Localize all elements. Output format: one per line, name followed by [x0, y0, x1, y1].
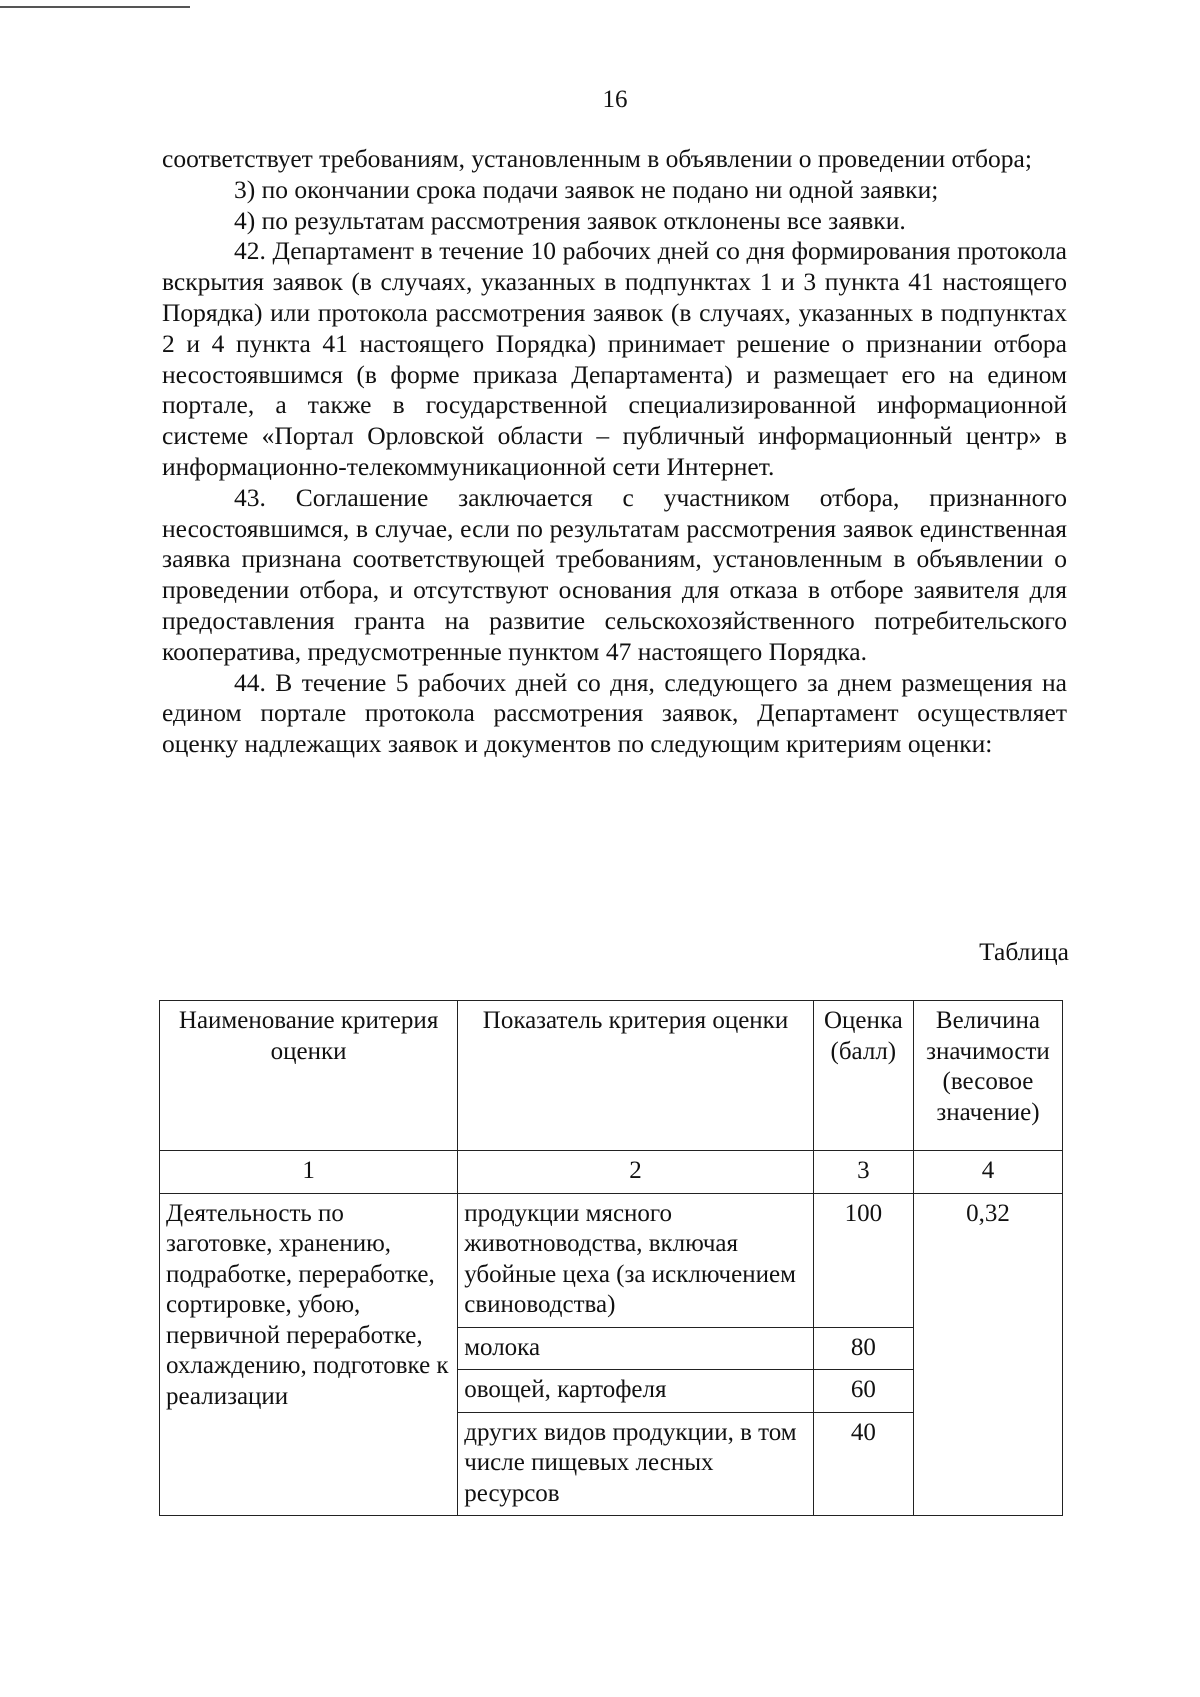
- header-score: Оценка (балл): [813, 1001, 913, 1151]
- column-number: 3: [813, 1151, 913, 1194]
- paragraph-42: 42. Департамент в течение 10 рабочих дней со дня формирования протокола вскрытия заявок (в случаях, указанных в подпунктах 1 и 3 пункта 41 настоящего Порядка) или протокола рассмотрения заявок (в случаях, указанных в подпунктах 2 и 4 пункта 41 настоящего Порядка) принимает решение о признании отбора несостоявшимся (в форме приказа Департамента) и размещает его на едином портале, а также в государственной специализированной информационной системе «Портал Орловской области – публичный информационный центр» в информационно-телекоммуникационной сети Интернет.: [162, 236, 1067, 481]
- header-indicator: Показатель критерия оценки: [458, 1001, 814, 1151]
- paragraph-43: 43. Соглашение заключается с участником отбора, признанного несостоявшимся, в случае, если по результатам рассмотрения заявок единственная заявка признана соответствующей требованиям, установленным в объявлении о проведении отбора, и отсутствуют основания для отказа в отборе заявителя для предоставления гранта на развитие сельскохозяйственного потребительского кооператива, предусмотренные пунктом 47 настоящего Порядка.: [162, 482, 1067, 666]
- score-cell: 60: [813, 1370, 913, 1413]
- top-rule: [0, 6, 190, 8]
- score-cell: 100: [813, 1193, 913, 1327]
- page-number: 16: [602, 86, 628, 113]
- score-cell: 40: [813, 1412, 913, 1516]
- criteria-table: [159, 1000, 1063, 1516]
- column-number: 4: [913, 1151, 1062, 1194]
- column-number: 1: [160, 1151, 458, 1194]
- table-header-row: [160, 1001, 1063, 1151]
- header-weight: Величина значимости (весовое значение): [913, 1001, 1062, 1151]
- criterion-cell: Деятельность по заготовке, хранению, подработке, переработке, сортировке, убою, первичной переработке, охлаждению, подготовке к реализации: [160, 1193, 458, 1516]
- paragraph-subitem-4: 4) по результатам рассмотрения заявок отклонены все заявки.: [234, 205, 906, 235]
- table-row: [160, 1193, 1063, 1327]
- column-number: 2: [458, 1151, 814, 1194]
- indicator-cell: молока: [458, 1327, 814, 1370]
- paragraph-44: 44. В течение 5 рабочих дней со дня, следующего за днем размещения на едином портале протокола рассмотрения заявок, Департамент осуществляет оценку надлежащих заявок и документов по следующим критериям оценки:: [162, 667, 1067, 759]
- header-criterion: Наименование критерия оценки: [160, 1001, 458, 1151]
- column-number-row: [160, 1151, 1063, 1194]
- weight-cell: 0,32: [913, 1193, 1062, 1516]
- indicator-cell: других видов продукции, в том числе пищевых лесных ресурсов: [458, 1412, 814, 1516]
- score-cell: 80: [813, 1327, 913, 1370]
- table-caption: Таблица: [979, 937, 1069, 966]
- body-text: [162, 144, 1067, 760]
- indicator-cell: овощей, картофеля: [458, 1370, 814, 1413]
- paragraph-continuation: соответствует требованиям, установленным в объявлении о проведении отбора;: [162, 144, 1032, 173]
- paragraph-subitem-3: 3) по окончании срока подачи заявок не подано ни одной заявки;: [234, 174, 939, 204]
- indicator-cell: продукции мясного животноводства, включая убойные цеха (за исключением свиноводства): [458, 1193, 814, 1327]
